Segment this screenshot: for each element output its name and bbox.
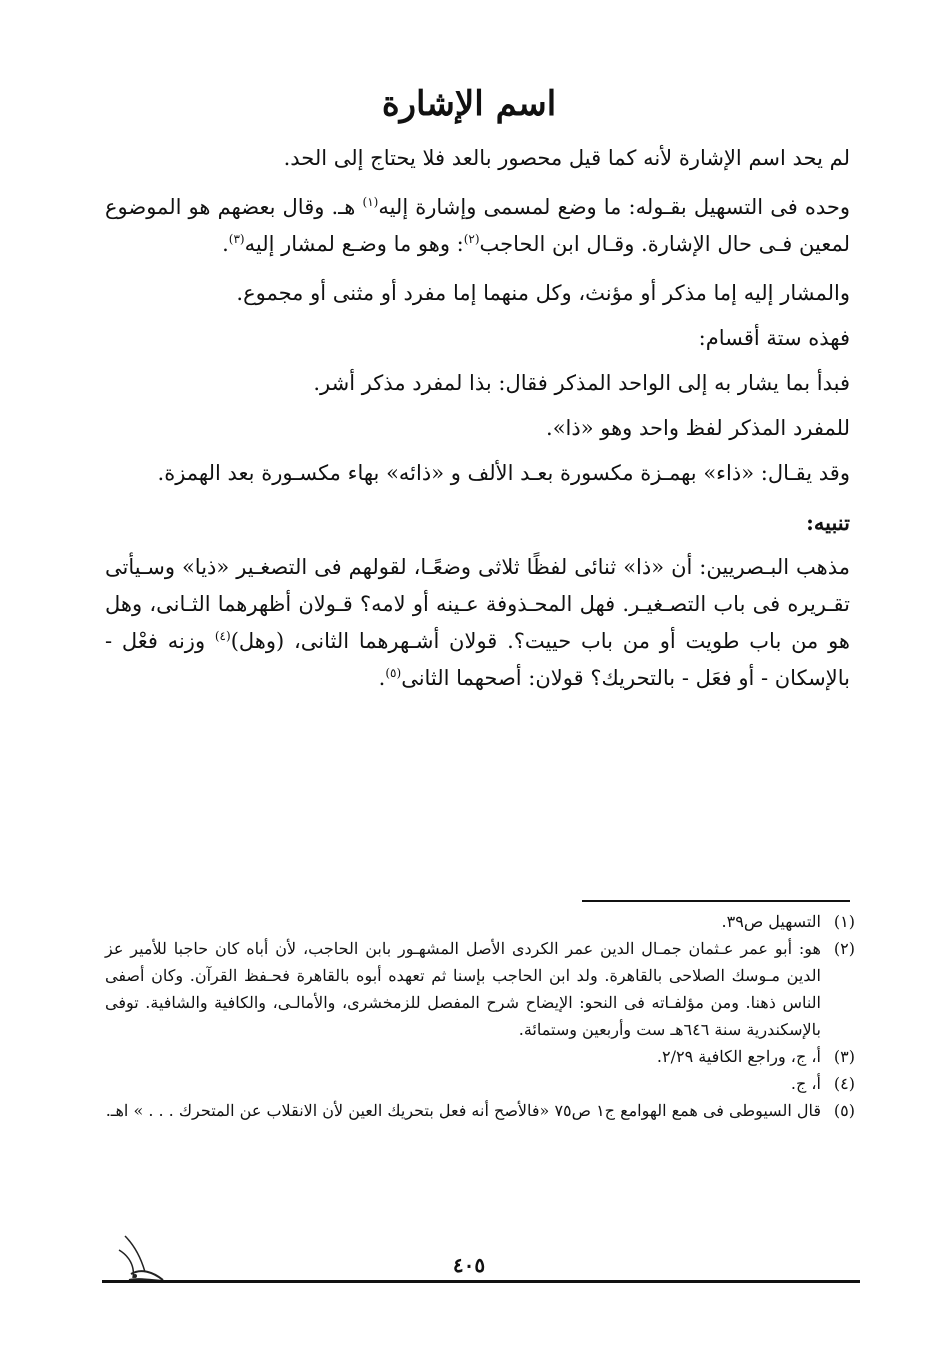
- main-text: [105, 140, 850, 709]
- paragraph-4: فهذه ستة أقسام:: [698, 326, 850, 350]
- paragraph-1: لم يحد اسم الإشارة لأنه كما قيل محصور بالعد فلا يحتاج إلى الحد.: [283, 146, 850, 170]
- footnote-2: (٢) هو: أبو عمر عـثمان جمـال الدين عمر الكردى الأصل المشهـور بابن الحاجب، لأن أباه كان حاجبا للأمير عز الدين مـوسك الصلاحى بالقاهرة. ولد ابن الحاجب بإسنا ثم تعهده أبوه بالقاهرة فحـفظ القرآن. وكان أصفى الناس ذهنا. ومن مؤلفـاته فى النحو: الإيضاح شرح المفصل للزمخشرى، والأمالـى، والكافية والشافية. توفى بالإسكندرية سنة ٦٤٦هـ ست وأربعين وستمائة.: [105, 939, 855, 1039]
- section-heading: تنبيه:: [806, 510, 850, 535]
- paragraph-7: وقد يقـال: «ذاء» بهمـزة مكسورة بعـد الألف و «ذائه» بهاء مكسـورة بعد الهمزة.: [157, 461, 850, 485]
- footnote-ref-3: (٣): [228, 232, 245, 246]
- footnote-ref-5: (٥): [385, 666, 402, 680]
- footnote-3: (٣) أ، ج، وراجع الكافية ٢/٢٩.: [656, 1047, 855, 1066]
- bottom-rule: [102, 1280, 860, 1283]
- footnote-ref-4: (٤): [214, 629, 231, 643]
- footnote-5: (٥) قال السيوطى فى همع الهوامع ج١ ص٧٥ «فالأصح أنه فعل بتحريك العين لأن الانقلاب عن المتحرك . . . » اهـ.: [105, 1101, 855, 1120]
- paragraph-6: للمفرد المذكر لفظ واحد وهو «ذا».: [546, 416, 850, 440]
- footnote-ref-1: (١): [362, 195, 379, 209]
- footnote-1: (١) التسهيل ص٣٩.: [721, 912, 855, 931]
- paragraph-2: وحده فى التسهيل بقـوله: ما وضع لمسمى وإشارة إليه$^{(١)}$ هـ. وقال بعضهم هو الموضوع لمعين فـى حال الإشارة. وقـال ابن الحاجب$^{(٢)}$: وهو ما وضـع لمشار إليه$^{(٣)}$.: [105, 195, 850, 256]
- paragraph-8: مذهب البـصريين: أن «ذا» ثنائى لفظًا ثلاثى وضعًـا، لقولهم فى التصغـير «ذيا» وسـيأتى تقـريره فى باب التصـغيـر. فهل المحـذوفة عـينه أو لامه؟ قـولان أظهرهما الثـانى، وهل هو من باب طويت أو من باب حييت؟. قولان أشـهرهما الثانى، (وهل)$^{(٤)}$ وزنه فعْل - بالإسكان - أو فعَل - بالتحريك؟ قولان: أصحهما الثانى$^{(٥)}$.: [105, 555, 850, 690]
- page-number: ٤٠٥: [452, 1253, 486, 1277]
- paragraph-5: فبدأ بما يشار به إلى الواحد المذكر فقال: بذا لمفرد مذكر أشر.: [313, 371, 850, 395]
- footnote-separator: [582, 900, 850, 902]
- footnote-4: (٤) أ، ج.: [790, 1074, 855, 1093]
- footnote-ref-2: (٢): [463, 232, 480, 246]
- paragraph-3: والمشار إليه إما مذكر أو مؤنث، وكل منهما إما مفرد أو مثنى أو مجموع.: [236, 281, 850, 305]
- page-title: اسم الإشارة: [381, 84, 557, 124]
- footnotes: [105, 908, 855, 1124]
